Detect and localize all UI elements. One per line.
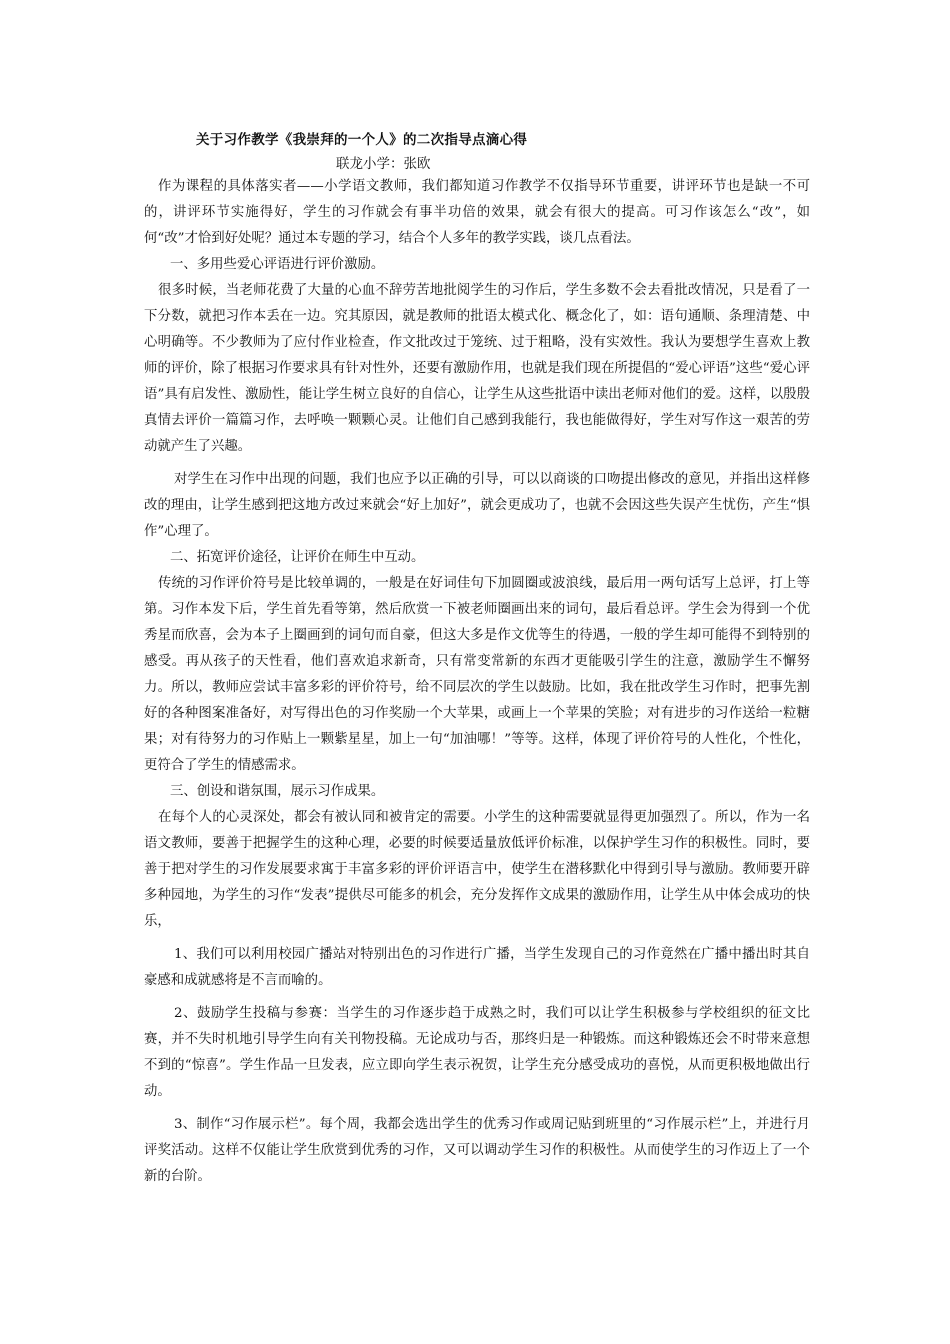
document-title: 关于习作教学《我崇拜的一个人》的二次指导点滴心得 xyxy=(196,132,528,148)
section-heading-1: 一、多用些爱心评语进行评价激励。 xyxy=(170,257,385,272)
list-item: 2、鼓励学生投稿与参赛：当学生的习作逐步趋于成熟之时，我们可以让学生积极参与学校组织的征文比赛，并不失时机地引导学生向有关刊物投稿。无论成功与否，那终归是一种锻炼。而这种锻炼还会不时带来意想不到的“惊喜”。学生作品一旦发表，应立即向学生表示祝贺，让学生充分感受成功的喜悦，从而更积极地做出行动。 xyxy=(144,1006,810,1099)
body-paragraph: 对学生在习作中出现的问题，我们也应予以正确的引导，可以以商谈的口吻提出修改的意见，并指出这样修改的理由，让学生感到把这地方改过来就会“好上加好”，就会更成功了，也就不会因这些失误产生忧伤，产生“惧作”心理了。 xyxy=(144,472,810,539)
section-heading-3: 三、创设和谐氛围，展示习作成果。 xyxy=(170,784,385,799)
list-item: 3、制作“习作展示栏”。每个周，我都会选出学生的优秀习作或周记贴到班里的“习作展示栏”上，并进行月评奖活动。这样不仅能让学生欣赏到优秀的习作，又可以调动学生习作的积极性。从而使学生的习作迈上了一个新的台阶。 xyxy=(144,1117,810,1184)
document-body xyxy=(144,174,810,1190)
body-paragraph: 传统的习作评价符号是比较单调的，一般是在好词佳句下加圆圈或波浪线，最后用一两句话写上总评，打上等第。习作本发下后，学生首先看等第，然后欣赏一下被老师圈画出来的词句，最后看总评。学生会为得到一个优秀星而欣喜，会为本子上圈画到的词句而自豪，但这大多是作文优等生的待遇，一般的学生却可能得不到特别的感受。再从孩子的天性看，他们喜欢追求新奇，只有常变常新的东西才更能吸引学生的注意，激励学生不懈努力。所以，教师应尝试丰富多彩的评价符号，给不同层次的学生以鼓励。比如，我在批改学生习作时，把事先割好的各种图案准备好，对写得出色的习作奖励一个大苹果，或画上一个苹果的笑脸；对有进步的习作送给一粒糖果；对有待努力的习作贴上一颗紫星星，加上一句“加油哪！”等等。这样，体现了评价符号的人性化，个性化，更符合了学生的情感需求。 xyxy=(144,576,810,773)
body-paragraph: 在每个人的心灵深处，都会有被认同和被肯定的需要。小学生的这种需要就显得更加强烈了。所以，作为一名语文教师，要善于把握学生的这种心理，必要的时候要适量放低评价标准，以保护学生习作的积极性。同时，要善于把对学生的习作发展要求寓于丰富多彩的评价评语言中，使学生在潜移默化中得到引导与激励。教师要开辟多种园地，为学生的习作“发表”提供尽可能多的机会，充分发挥作文成果的激励作用，让学生从中体会成功的快乐， xyxy=(144,810,810,929)
body-paragraph: 很多时候，当老师花费了大量的心血不辞劳苦地批阅学生的习作后，学生多数不会去看批改情况，只是看了一下分数，就把习作本丢在一边。究其原因，就是教师的批语太模式化、概念化了，如：语句通顺、条理清楚、中心明确等。不少教师为了应付作业检查，作文批改过于笼统、过于粗略，没有实效性。我认为要想学生喜欢上教师的评价，除了根据习作要求具有针对性外，还要有激励作用，也就是我们现在所提倡的“爱心评语”这些“爱心评语”具有启发性、激励性，能让学生树立良好的自信心，让学生从这些批语中读出老师对他们的爱。这样，以殷殷真情去评价一篇篇习作，去呼唤一颗颗心灵。让他们自己感到我能行，我也能做得好，学生对写作这一艰苦的劳动就产生了兴趣。 xyxy=(144,283,810,454)
section-heading-2: 二、拓宽评价途径，让评价在师生中互动。 xyxy=(170,550,425,565)
author-line: 联龙小学：张欧 xyxy=(336,156,431,172)
intro-paragraph: 作为课程的具体落实者——小学语文教师，我们都知道习作教学不仅指导环节重要，讲评环节也是缺一不可的，讲评环节实施得好，学生的习作就会有事半功倍的效果，就会有很大的提高。可习作该怎么“改”，如何“改”才恰到好处呢？通过本专题的学习，结合个人多年的教学实践，谈几点看法。 xyxy=(144,179,810,246)
list-item: 1、我们可以利用校园广播站对特别出色的习作进行广播，当学生发现自己的习作竟然在广播中播出时其自豪感和成就感将是不言而喻的。 xyxy=(144,947,810,988)
